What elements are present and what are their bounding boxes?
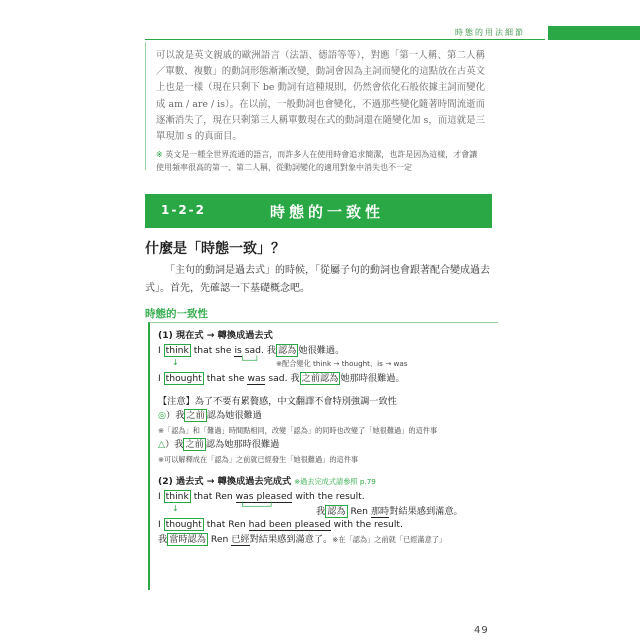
note-mark: ※	[156, 150, 163, 160]
header-accent-block	[548, 26, 640, 40]
word: 對結果感到滿意了。	[249, 533, 333, 545]
page-number: 49	[474, 625, 489, 636]
word: I	[158, 344, 161, 356]
word: 她那時很難過。	[340, 373, 405, 384]
intro-note	[156, 149, 485, 174]
arrow-row	[158, 504, 494, 518]
example-2-heading	[158, 475, 494, 490]
arrow-row	[158, 358, 494, 372]
boxed-verb: think	[165, 490, 189, 502]
question-heading: 什麼是「時態一致」？	[145, 241, 285, 257]
example-2-title: (2) 過去式 → 轉換成過去完成式	[158, 476, 292, 487]
word: I	[158, 490, 161, 502]
example-2-line-3	[158, 533, 494, 548]
boxed-translation: 之前	[186, 410, 205, 421]
underlined-word: 那時	[370, 506, 390, 517]
word: Ren	[210, 533, 229, 545]
word: that she	[206, 373, 245, 384]
caution-note-2: ※可以解釋成在「認為」之前就已經發生「她很難過」的這件事	[158, 454, 359, 464]
down-arrow-icon: ↓	[172, 358, 179, 367]
section-title: 時態的一致性	[270, 203, 385, 221]
caution-line-1	[158, 409, 494, 424]
word: 認為她那時很難過	[205, 439, 280, 450]
header-bar	[0, 26, 640, 40]
section-banner	[145, 194, 492, 228]
word: 對結果感到滿意。	[389, 506, 463, 517]
example-1-line-2	[158, 372, 494, 387]
word: 我	[316, 506, 326, 517]
caution-line-2	[158, 438, 494, 453]
example-2-translation-1	[316, 503, 463, 517]
translation-note: ※在「認為」之前就「已經滿意了」	[332, 534, 447, 544]
triangle-icon: △	[158, 439, 166, 450]
boxed-verb: think	[165, 344, 189, 356]
underlined-word: 已經	[231, 533, 250, 545]
example-2-line-1	[158, 490, 494, 505]
word: I	[158, 519, 161, 530]
underlined-verb: was pleased	[235, 490, 293, 502]
word: 她很難過。	[298, 344, 345, 356]
word: with the result.	[295, 490, 365, 502]
word: ）我	[166, 410, 185, 421]
body-paragraph: 「主句的動詞是過去式」的時候，「從屬子句的動詞也會跟著配合變成過去式」。首先，先確認一下基礎概念吧。	[145, 265, 490, 294]
boxed-verb: thought	[165, 373, 202, 384]
boxed-translation: 認為	[327, 506, 346, 517]
example-box	[148, 322, 498, 590]
boxed-verb: thought	[165, 519, 202, 530]
caution-note-1: ※「認為」和「難過」時間點相同，改變「認為」的同時也改變了「她很難過」的這件事	[158, 425, 438, 435]
word: that she	[193, 344, 232, 356]
underlined-verb: is	[234, 344, 242, 356]
word: with the result.	[333, 519, 403, 530]
running-header-title: 時態的用法細節	[455, 28, 525, 37]
subheading: 時態的一致性	[145, 308, 208, 320]
word: 認為她很難過	[206, 410, 262, 421]
boxed-translation: 之前認為	[301, 373, 339, 384]
double-circle-icon: ◎	[158, 410, 167, 421]
underlined-verb: was	[247, 373, 266, 384]
word: that Ren	[206, 519, 246, 530]
word: 我	[158, 533, 168, 545]
example-2-line-2	[158, 518, 494, 533]
boxed-translation: 認為	[278, 344, 297, 356]
underlined-verb: had been pleased	[248, 519, 331, 530]
boxed-translation: 之前	[185, 439, 204, 450]
word: Ren	[350, 506, 368, 517]
bracket-arrow-icon: └─────┘	[240, 502, 274, 511]
section-number: 1-2-2	[161, 203, 207, 217]
word: sad. 我	[244, 344, 276, 356]
word: I	[158, 373, 161, 384]
caution-heading: 【注意】為了不要有累贅感，中文翻譯不會特別強調一致性	[158, 395, 397, 407]
intro-note-text: 英文是一種全世界流通的語言，而許多人在使用時會追求簡潔，也許是因為這樣，才會讓使用頻率很高的第一、第二人稱，從動詞變化的適用對象中消失也不一定	[156, 150, 478, 172]
boxed-translation: 當時認為	[169, 533, 206, 545]
down-arrow-icon: ↓	[172, 504, 179, 513]
example-1-heading: (1) 現在式 → 轉換成過去式	[158, 330, 273, 341]
example-1-line-1	[158, 344, 494, 359]
bracket-arrow-icon: └──┘	[240, 356, 260, 365]
intro-paragraph: 可以說是英文親戚的歐洲語言（法語、德語等等），對應「第一人稱、第二人稱／單數、複數」的動詞形態漸漸改變，動詞會因為主詞而變化的這點放在古英文上也是一樣（現在只剩下 be 動詞有這種規則，仍然會依化石般依據主詞而變化成 am / are / is）。在以前，一般動詞也會變化，不過那些變化隨著時間流逝而逐漸消失了，現在只剩第三人稱單數現在式的動詞還在隨變化加 s，而這就是三單現加 s 的真面目。	[156, 50, 485, 143]
word: ）我	[165, 439, 184, 450]
intro-box	[145, 42, 491, 170]
word: sad. 我	[268, 373, 300, 384]
reference-note: ※過去完成式請參照 p.79	[294, 477, 376, 486]
word: that Ren	[193, 490, 233, 502]
hint-text: ※配合變化 think → thought、is → was	[276, 359, 408, 368]
